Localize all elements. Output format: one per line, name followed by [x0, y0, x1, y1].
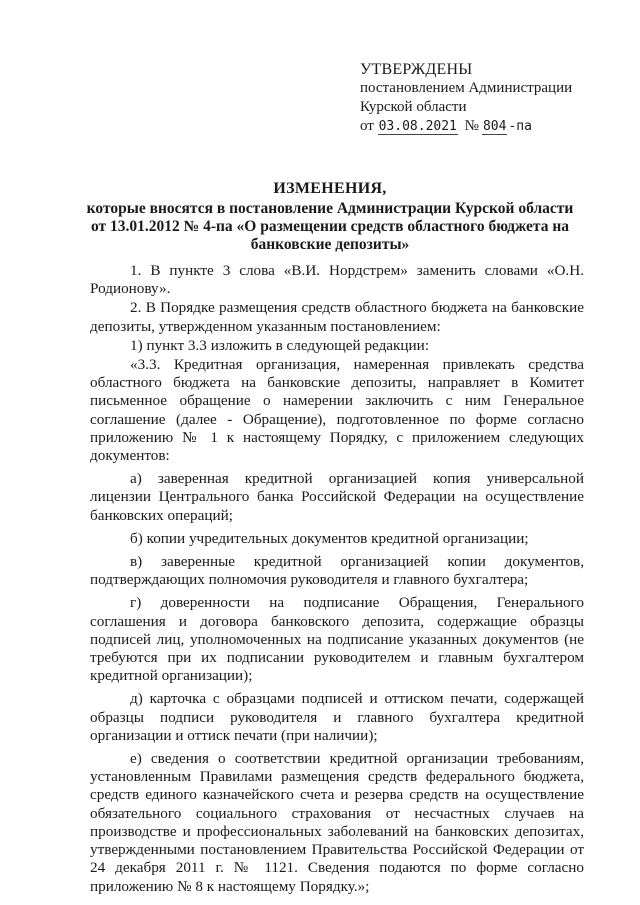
title-line-1: которые вносятся в постановление Администрации Курской области [86, 200, 574, 217]
approval-date: 03.08.2021 [378, 119, 457, 134]
title-line-2: от 13.01.2012 № 4-па «О размещении средств областного бюджета на [90, 218, 570, 235]
approval-number-suffix: -па [508, 119, 532, 134]
approval-line-1: постановлением Администрации [360, 80, 573, 96]
title-heading: ИЗМЕНЕНИЯ, [273, 180, 387, 197]
approval-date-prefix: от [360, 118, 374, 134]
paragraph-e: е) сведения о соответствии кредитной организации требованиям, установленным Правилами размещения средств федерального бюджета, средств единого казначейского счета и резерва средств на осуществление обязательного социального страхования от несчастных случаев на производстве и профессиональных заболеваний на банковских депозитах, утвержденными постановлением Правительства Российской Федерации от 24 декабря 2011 г. № 1121. Сведения подаются по форме согласно приложению № 8 к настоящему Порядку.»; [90, 750, 584, 895]
paragraph-d: д) карточка с образцами подписей и оттиском печати, содержащей образцы подписи руководителя и главного бухгалтера кредитной организации и оттиск печати (при наличии); [90, 690, 584, 744]
paragraph-2: 2. В Порядке размещения средств областного бюджета на банковские депозиты, утвержденном указанным постановлением: [90, 299, 584, 335]
paragraph-v: в) заверенные кредитной организацией копии документов, подтверждающих полномочия руководителя и главного бухгалтера; [90, 553, 584, 589]
paragraph-1: 1. В пункте 3 слова «В.И. Нордстрем» заменить словами «О.Н. Родионову». [90, 262, 584, 298]
paragraph-a: а) заверенная кредитной организацией копия универсальной лицензии Центрального банка Российской Федерации на осуществление банковских операций; [90, 470, 584, 524]
paragraph-3: 1) пункт 3.3 изложить в следующей редакции: [130, 336, 430, 354]
paragraph-g: г) доверенности на подписание Обращения, Генерального соглашения и договора банковского депозита, содержащие образцы подписей лиц, уполномоченных на подписание указанных документов (не требуются при их подписании руководителем и главным бухгалтером кредитной организации); [90, 594, 584, 685]
document-body [90, 262, 584, 897]
approval-line-2: Курской области [360, 99, 467, 115]
approval-number: 804 [482, 119, 507, 134]
approval-number-sign: № [464, 118, 479, 134]
paragraph-4: «3.3. Кредитная организация, намеренная привлекать средства областного бюджета на банковские депозиты, направляет в Комитет письменное обращение о намерении заключить с ним Генеральное соглашение (далее - Обращение), подготовленное по форме согласно приложению № 1 к настоящему Порядку, с приложением следующих документов: [90, 356, 584, 465]
approval-date-line [360, 117, 630, 136]
approval-block [360, 60, 630, 136]
title-line-3: банковские депозиты» [250, 236, 410, 253]
approval-stamp: УТВЕРЖДЕНЫ [360, 61, 473, 78]
paragraph-b: б) копии учредительных документов кредитной организации; [130, 529, 529, 547]
document-title [80, 180, 580, 254]
